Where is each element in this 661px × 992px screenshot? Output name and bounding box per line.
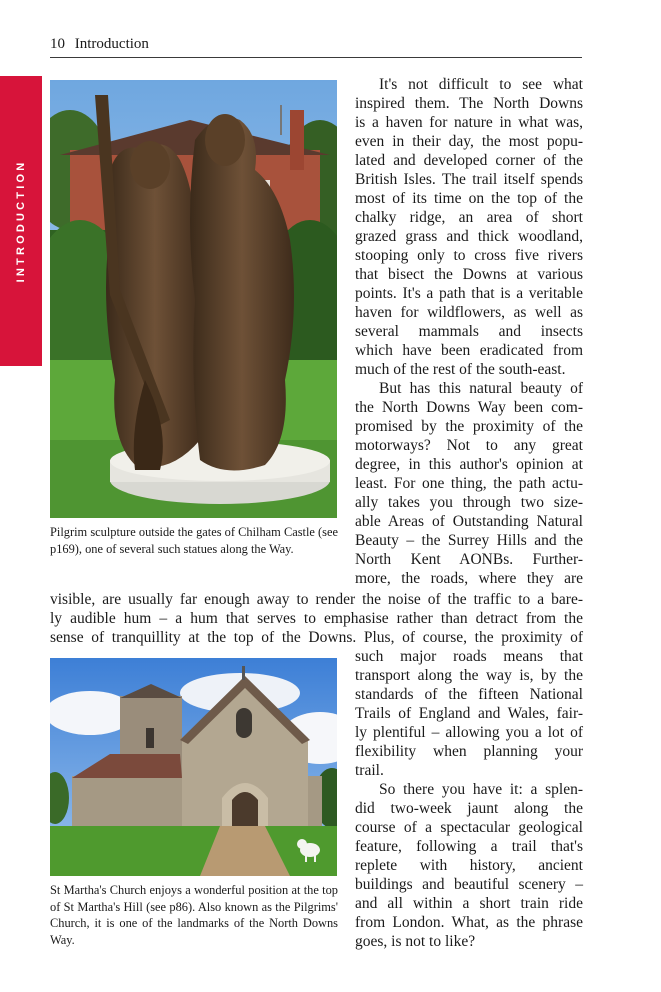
text-line: inspired them. The North Downs [355,95,583,112]
text-line: ly audible hum – a hum that serves to emphasise rather than detract from the [50,610,583,627]
running-header [50,34,582,54]
text-line: goes, is not to like? [355,933,476,950]
text-line: is a haven for nature in what was, [355,114,583,131]
text-line: such major roads means that [355,648,583,665]
text-line: lated and developed corner of the [355,152,583,169]
body-column-2 [355,647,583,951]
text-line: visible, are usually far enough away to render the noise of the traffic to a bare- [50,591,583,608]
text-line: Beauty – the Surrey Hills and the [355,532,583,549]
header-rule [50,57,582,58]
text-line: haven for wildflowers, as well as [355,304,583,321]
text-line: buildings and beautiful scenery – [355,876,583,893]
text-line: British Isles. The trail itself spends [355,171,583,188]
text-line: replete with history, ancient [355,857,583,874]
text-line: Trails of England and Wales, fair- [355,705,583,722]
chapter-title: Introduction [74,36,149,52]
text-line: ly plentiful – allowing you a lot of [355,724,583,741]
text-line: from London. What, as the phrase [355,914,583,931]
text-line: degree, in this author's opinion at [355,456,583,473]
text-line: course of a spectacular geological [355,819,583,836]
text-line: most of its time on the top of the [355,190,583,207]
text-line: stooping only to cross five rivers [355,247,583,264]
text-line: promised by the proximity of the [355,418,583,435]
text-line: transport along the way is, by the [355,667,583,684]
text-line: more, the roads, where they are [355,570,583,587]
text-line: did two-week jaunt along the [355,800,583,817]
body-column-1 [355,75,583,588]
st-marthas-church-photo [50,658,337,876]
text-line: It's not difficult to see what [379,76,583,93]
text-line: chalky ridge, an area of short [355,209,583,226]
text-line: trail. [355,762,384,779]
section-tab-label: INTRODUCTION [15,159,27,283]
text-line: and all within a short train ride [355,895,583,912]
text-line: much of the rest of the south-east. [355,361,566,378]
text-line: able Areas of Outstanding Natural [355,513,583,530]
text-line: several mammals and insects [355,323,583,340]
text-line: North Kent AONBs. Further- [355,551,583,568]
text-line: grazed grass and thick woodland, [355,228,583,245]
text-line: So there you have it: a splen- [379,781,583,798]
text-line: the North Downs Way been com- [355,399,583,416]
body-full-width [50,590,583,647]
text-line: sense of tranquillity at the top of the Downs. Plus, of course, the proximity of [50,629,583,646]
pilgrim-sculpture-photo [50,80,337,518]
text-line: motorways? Not to any great [355,437,583,454]
section-tab [0,76,42,366]
text-line: which have been eradicated from [355,342,583,359]
figure1-caption: Pilgrim sculpture outside the gates of Chilham Castle (see p169), one of several such statues along the Way. [50,525,338,556]
page-number: 10 [50,36,65,52]
text-line: But has this natural beauty of [379,380,583,397]
text-line: flexibility when planning your [355,743,583,760]
text-line: feature, following a trail that's [355,838,583,855]
text-line: even in their day, the most popu- [355,133,583,150]
text-line: ally takes you through two size- [355,494,583,511]
text-line: that bisect the Downs at various [355,266,583,283]
text-line: points. It's a path that is a veritable [355,285,583,302]
text-line: standards of the fifteen National [355,686,583,703]
figure2-caption: St Martha's Church enjoys a wonderful position at the top of St Martha's Hill (see p86). Also known as the Pilgrims' Church, it is one of the landmarks of the North Downs Way. [50,883,338,947]
text-line: least. For one thing, the path actu- [355,475,583,492]
